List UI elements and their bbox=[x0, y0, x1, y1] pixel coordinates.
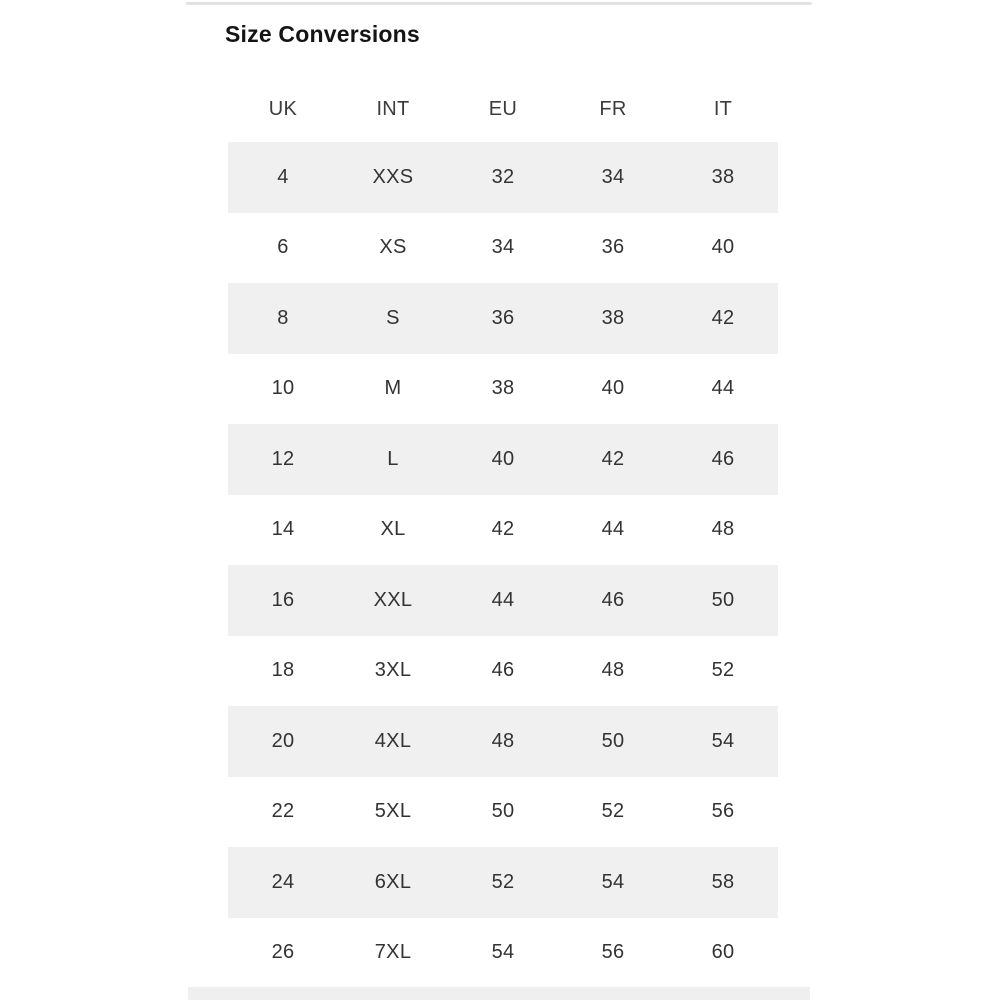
table-cell: 50 bbox=[601, 729, 625, 752]
table-cell: 4XL bbox=[374, 729, 412, 752]
table-cell: S bbox=[386, 306, 400, 329]
table-cell: 50 bbox=[491, 800, 515, 823]
table-cell: 60 bbox=[711, 941, 735, 964]
table-cell: 56 bbox=[711, 800, 735, 823]
next-row-partial bbox=[188, 987, 810, 1000]
table-cell: 46 bbox=[711, 447, 735, 470]
table-cell: 10 bbox=[271, 377, 295, 400]
table-cell: 48 bbox=[601, 659, 625, 682]
table-body bbox=[228, 142, 778, 988]
table-cell: 5XL bbox=[374, 800, 412, 823]
table-row bbox=[228, 847, 778, 918]
table-cell: 42 bbox=[491, 518, 515, 541]
table-cell: 54 bbox=[491, 941, 515, 964]
table-cell: 46 bbox=[491, 659, 515, 682]
table-cell: 40 bbox=[491, 447, 515, 470]
table-cell: 36 bbox=[601, 236, 625, 259]
table-row bbox=[228, 213, 778, 284]
table-cell: 3XL bbox=[374, 659, 412, 682]
page-title: Size Conversions bbox=[225, 21, 420, 47]
table-cell: 42 bbox=[711, 306, 735, 329]
table-cell: XS bbox=[379, 236, 407, 259]
table-row bbox=[228, 636, 778, 707]
table-cell: 48 bbox=[711, 518, 735, 541]
table-cell: L bbox=[387, 447, 399, 470]
table-cell: 40 bbox=[711, 236, 735, 259]
table-cell: 46 bbox=[601, 588, 625, 611]
top-divider bbox=[186, 2, 812, 5]
column-header: INT bbox=[376, 98, 410, 120]
table-cell: 54 bbox=[601, 870, 625, 893]
table-cell: 14 bbox=[271, 518, 295, 541]
table-cell: 18 bbox=[271, 659, 295, 682]
table-cell: 32 bbox=[491, 165, 515, 188]
table-cell: 52 bbox=[601, 800, 625, 823]
table-cell: 50 bbox=[711, 588, 735, 611]
table-row bbox=[228, 354, 778, 425]
table-cell: XXL bbox=[373, 588, 413, 611]
table-cell: 22 bbox=[271, 800, 295, 823]
table-cell: 44 bbox=[711, 377, 735, 400]
table-cell: XL bbox=[380, 518, 406, 541]
column-header: FR bbox=[599, 98, 627, 120]
table-row bbox=[228, 283, 778, 354]
table-row bbox=[228, 777, 778, 848]
table-cell: 42 bbox=[601, 447, 625, 470]
table-cell: 44 bbox=[601, 518, 625, 541]
table-cell: 38 bbox=[491, 377, 515, 400]
table-row bbox=[228, 918, 778, 989]
table-cell: 56 bbox=[601, 941, 625, 964]
table-row bbox=[228, 706, 778, 777]
table-cell: 4 bbox=[277, 165, 289, 188]
column-header: UK bbox=[268, 98, 298, 120]
table-cell: 52 bbox=[711, 659, 735, 682]
table-cell: 36 bbox=[491, 306, 515, 329]
size-conversions-panel bbox=[185, 0, 815, 1000]
table-cell: 6XL bbox=[374, 870, 412, 893]
table-row bbox=[228, 495, 778, 566]
table-cell: 26 bbox=[271, 941, 295, 964]
table-cell: 34 bbox=[491, 236, 515, 259]
table-cell: 38 bbox=[601, 306, 625, 329]
column-header: IT bbox=[713, 98, 733, 120]
table-cell: 52 bbox=[491, 870, 515, 893]
table-row bbox=[228, 565, 778, 636]
table-cell: 48 bbox=[491, 729, 515, 752]
table-header-row bbox=[228, 84, 778, 134]
table-cell: 38 bbox=[711, 165, 735, 188]
table-cell: 7XL bbox=[374, 941, 412, 964]
table-cell: 54 bbox=[711, 729, 735, 752]
table-cell: 16 bbox=[271, 588, 295, 611]
table-cell: 34 bbox=[601, 165, 625, 188]
table-cell: 58 bbox=[711, 870, 735, 893]
table-cell: 6 bbox=[277, 236, 289, 259]
table-cell: 12 bbox=[271, 447, 295, 470]
table-cell: M bbox=[384, 377, 402, 400]
table-cell: XXS bbox=[372, 165, 414, 188]
table-row bbox=[228, 424, 778, 495]
table-row bbox=[228, 142, 778, 213]
table-cell: 44 bbox=[491, 588, 515, 611]
table-cell: 40 bbox=[601, 377, 625, 400]
table-cell: 20 bbox=[271, 729, 295, 752]
table-cell: 8 bbox=[277, 306, 289, 329]
table-cell: 24 bbox=[271, 870, 295, 893]
column-header: EU bbox=[488, 98, 518, 120]
